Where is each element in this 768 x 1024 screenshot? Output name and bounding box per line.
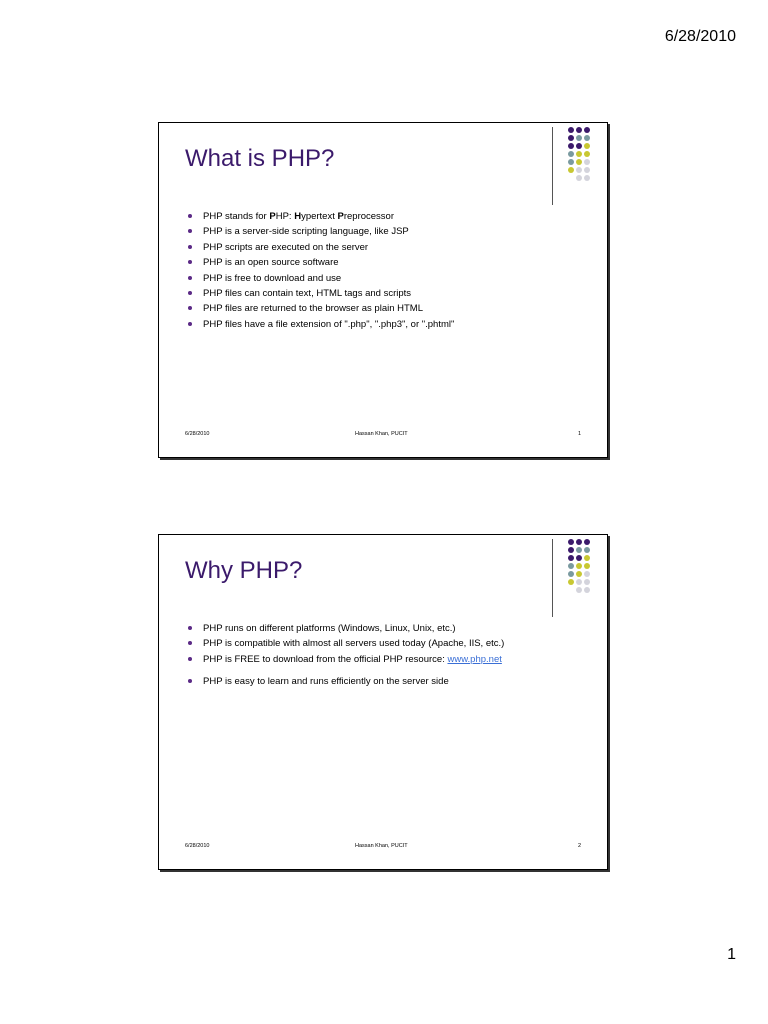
decorative-dot	[560, 143, 566, 149]
decorative-dot	[560, 563, 566, 569]
bullet-item	[187, 674, 547, 689]
decorative-dot	[576, 563, 582, 569]
decorative-dot	[576, 151, 582, 157]
decorative-dot	[584, 539, 590, 545]
decorative-dot	[560, 587, 566, 593]
decorative-dot	[576, 587, 582, 593]
bullet-item	[187, 209, 547, 224]
page-number: 1	[727, 946, 736, 963]
bullet-text: PHP is an open source software	[203, 257, 339, 269]
bullet-item	[187, 621, 547, 636]
bold-letter: P	[269, 211, 276, 222]
bullet-item	[187, 240, 547, 255]
decorative-dot	[584, 127, 590, 133]
decorative-dot	[584, 175, 590, 181]
bullet-text: reprocessor	[343, 211, 395, 222]
decorative-dot	[576, 571, 582, 577]
slide-footer	[185, 843, 581, 851]
bullet-item	[187, 317, 547, 332]
bullet-text: PHP scripts are executed on the server	[203, 241, 369, 253]
bullet-text: ypertext	[301, 211, 338, 222]
decorative-dot-grid	[560, 127, 590, 181]
decorative-dot	[560, 151, 566, 157]
decorative-dot	[560, 571, 566, 577]
page-date: 6/28/2010	[664, 28, 736, 45]
slide-footer	[185, 431, 581, 439]
bold-letter: P	[337, 211, 344, 222]
decorative-dot	[584, 135, 590, 141]
title-divider-line	[552, 539, 553, 617]
slide-what-is-php	[158, 122, 608, 458]
decorative-dot	[568, 563, 574, 569]
bullet-text: PHP is compatible with almost all servers used today (Apache, IIS, etc.)	[203, 638, 505, 650]
bullet-text: PHP is easy to learn and runs efficiently on the server side	[203, 676, 449, 688]
decorative-dot	[576, 167, 582, 173]
footer-date: 6/28/2010	[185, 431, 210, 437]
decorative-dot	[568, 571, 574, 577]
bullet-item	[187, 636, 547, 651]
decorative-dot	[560, 159, 566, 165]
decorative-dot	[584, 563, 590, 569]
decorative-dot	[584, 571, 590, 577]
bullet-item	[187, 271, 547, 286]
footer-date: 6/28/2010	[185, 843, 210, 849]
decorative-dot	[576, 127, 582, 133]
decorative-dot	[576, 547, 582, 553]
decorative-dot	[568, 167, 574, 173]
decorative-dot	[576, 555, 582, 561]
decorative-dot	[560, 539, 566, 545]
decorative-dot	[584, 547, 590, 553]
decorative-dot	[568, 555, 574, 561]
decorative-dot	[568, 539, 574, 545]
decorative-dot	[568, 159, 574, 165]
decorative-dot	[584, 159, 590, 165]
decorative-dot	[568, 143, 574, 149]
bullet-text: PHP files can contain text, HTML tags and scripts	[203, 288, 412, 300]
bullet-text: PHP is free to download and use	[203, 272, 342, 284]
decorative-dot	[584, 151, 590, 157]
bullet-list	[187, 621, 547, 690]
bullet-text: PHP runs on different platforms (Windows, Linux, Unix, etc.)	[203, 623, 456, 634]
bullet-text: PHP is a server-side scripting language, like JSP	[203, 226, 409, 238]
decorative-dot	[584, 579, 590, 585]
bullet-item	[187, 255, 547, 270]
decorative-dot	[568, 587, 574, 593]
bullet-text: HP:	[275, 211, 295, 222]
decorative-dot	[568, 547, 574, 553]
decorative-dot	[560, 555, 566, 561]
php-net-link[interactable]: www.php.net	[447, 653, 502, 665]
decorative-dot	[576, 539, 582, 545]
decorative-dot	[568, 175, 574, 181]
decorative-dot	[584, 167, 590, 173]
title-divider-line	[552, 127, 553, 205]
decorative-dot	[568, 135, 574, 141]
footer-author: Hassan Khan, PUCIT	[355, 431, 408, 437]
decorative-dot	[568, 579, 574, 585]
bold-letter: H	[294, 211, 302, 222]
bullet-text: PHP files are returned to the browser as plain HTML	[203, 303, 424, 315]
decorative-dot	[560, 547, 566, 553]
bullet-text: PHP files have a file extension of ".php", ".php3", or ".phtml"	[203, 318, 455, 330]
decorative-dot	[576, 135, 582, 141]
decorative-dot	[584, 555, 590, 561]
decorative-dot	[576, 143, 582, 149]
bullet-item	[187, 652, 547, 667]
decorative-dot	[560, 175, 566, 181]
bullet-text: PHP is FREE to download from the official PHP resource:	[203, 653, 448, 665]
decorative-dot	[560, 579, 566, 585]
decorative-dot	[584, 587, 590, 593]
decorative-dot	[576, 579, 582, 585]
bullet-list	[187, 209, 547, 332]
decorative-dot	[560, 127, 566, 133]
decorative-dot	[576, 175, 582, 181]
bullet-text: PHP stands for	[203, 211, 270, 222]
decorative-dot	[560, 135, 566, 141]
bullet-item	[187, 286, 547, 301]
decorative-dot-grid	[560, 539, 590, 593]
bullet-item	[187, 224, 547, 239]
footer-author: Hassan Khan, PUCIT	[355, 843, 408, 849]
decorative-dot	[568, 151, 574, 157]
footer-slide-number: 1	[577, 431, 581, 437]
bullet-item	[187, 301, 547, 316]
slide-title: Why PHP?	[185, 557, 303, 584]
decorative-dot	[576, 159, 582, 165]
decorative-dot	[568, 127, 574, 133]
slide-title: What is PHP?	[185, 145, 335, 172]
footer-slide-number: 2	[577, 843, 581, 849]
decorative-dot	[584, 143, 590, 149]
decorative-dot	[560, 167, 566, 173]
slide-why-php	[158, 534, 608, 870]
